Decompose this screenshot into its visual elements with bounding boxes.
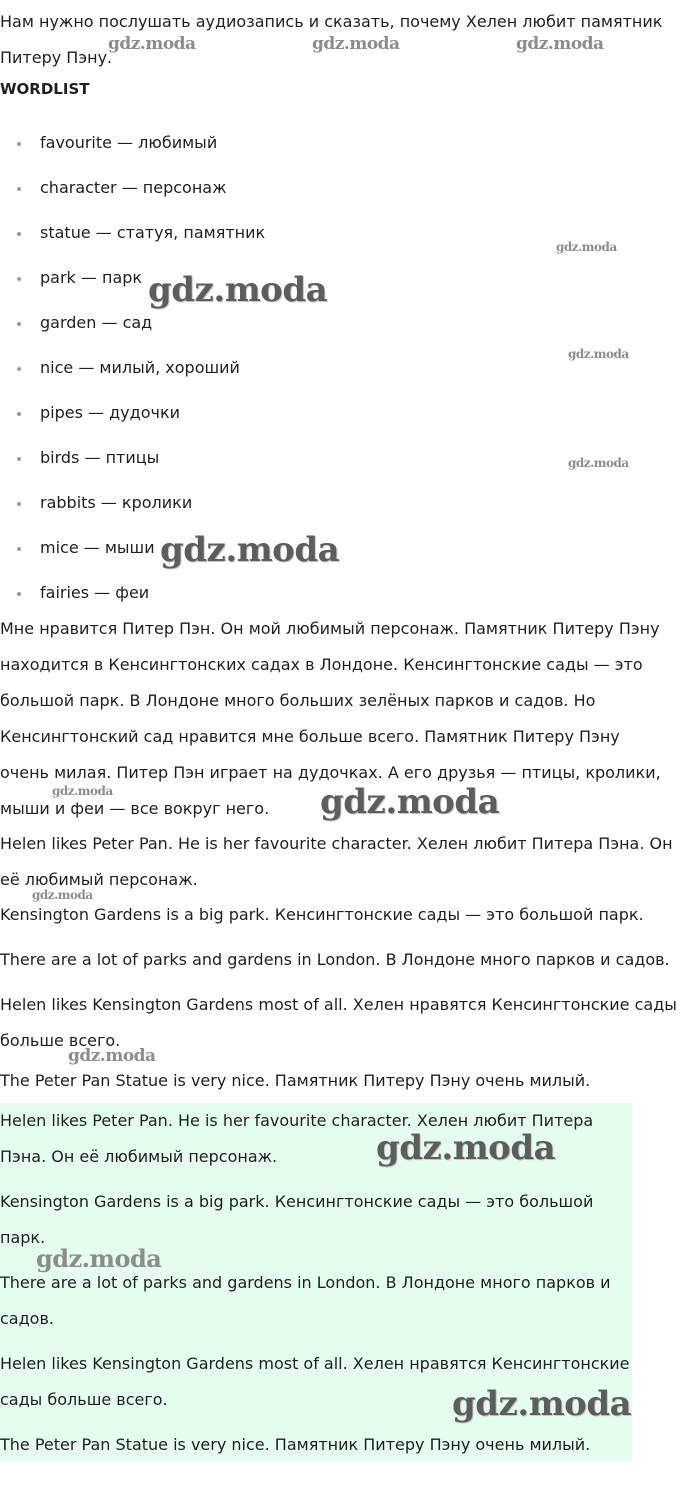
translation-line: The Peter Pan Statue is very nice. Памятник Питеру Пэну очень милый. (0, 1071, 591, 1090)
watermark: gdz.moda (516, 34, 604, 54)
story-text: Мне нравится Питер Пэн. Он мой любимый персонаж. Памятник Питеру Пэну находится в Кенсингтонских садах в Лондоне. Кенсингтонские сады — это большой парк. В Лондоне много больших зелёных парков и садов. Но Кенсингтонский сад нравится мне больше всего. Памятник Питеру Пэну очень милая. Питер Пэн играет на дудочках. А его друзья — птицы, кролики, мыши и феи — все вокруг него. (0, 619, 661, 818)
watermark: gdz.moda (320, 782, 500, 822)
wordlist (0, 125, 600, 620)
word-item: mice — мыши (0, 530, 600, 575)
answer-line: Helen likes Peter Pan. He is her favourite character. Хелен любит Питера Пэна. Он её любимый персонаж. (0, 1111, 594, 1166)
word-item: garden — сад (0, 305, 600, 350)
word-item: fairies — феи (0, 575, 600, 620)
word-item: favourite — любимый (0, 125, 600, 170)
answer-line: The Peter Pan Statue is very nice. Памятник Питеру Пэну очень милый. (0, 1435, 591, 1454)
watermark: gdz.moda (52, 784, 113, 798)
answer-line: Helen likes Kensington Gardens most of all. Хелен нравятся Кенсингтонские сады больше всего. (0, 1354, 630, 1409)
watermark: gdz.moda (148, 270, 328, 310)
intro-text: Нам нужно послушать аудиозапись и сказать, почему Хелен любит памятник Питеру Пэну. (0, 12, 663, 67)
answer-line: Kensington Gardens is a big park. Кенсингтонские сады — это большой парк. (0, 1192, 594, 1247)
translation-line: Kensington Gardens is a big park. Кенсингтонские сады — это большой парк. (0, 905, 644, 924)
watermark: gdz.moda (452, 1384, 632, 1424)
watermark: gdz.moda (312, 34, 400, 54)
watermark: gdz.moda (568, 456, 629, 470)
translation-line: Helen likes Kensington Gardens most of all. Хелен нравятся Кенсингтонские сады больше всего. (0, 995, 677, 1050)
word-item: park — парк (0, 260, 600, 305)
watermark: gdz.moda (36, 1244, 162, 1273)
answer-block (0, 1103, 632, 1461)
watermark: gdz.moda (568, 347, 629, 361)
watermark: gdz.moda (556, 240, 617, 254)
watermark: gdz.moda (68, 1046, 156, 1066)
translation-line: There are a lot of parks and gardens in London. В Лондоне много парков и садов. (0, 950, 670, 969)
watermark: gdz.moda (376, 1128, 556, 1168)
wordlist-heading: WORDLIST (0, 80, 90, 98)
word-item: birds — птицы (0, 440, 600, 485)
word-item: statue — статуя, памятник (0, 215, 600, 260)
word-item: nice — милый, хороший (0, 350, 600, 395)
translation-line: Helen likes Peter Pan. He is her favourite character. Хелен любит Питера Пэна. Он её любимый персонаж. (0, 834, 673, 889)
word-item: rabbits — кролики (0, 485, 600, 530)
watermark: gdz.moda (108, 34, 196, 54)
word-item: pipes — дудочки (0, 395, 600, 440)
watermark: gdz.moda (32, 888, 93, 902)
answer-line: There are a lot of parks and gardens in London. В Лондоне много парков и садов. (0, 1273, 611, 1328)
word-item: character — персонаж (0, 170, 600, 215)
watermark: gdz.moda (160, 530, 340, 570)
